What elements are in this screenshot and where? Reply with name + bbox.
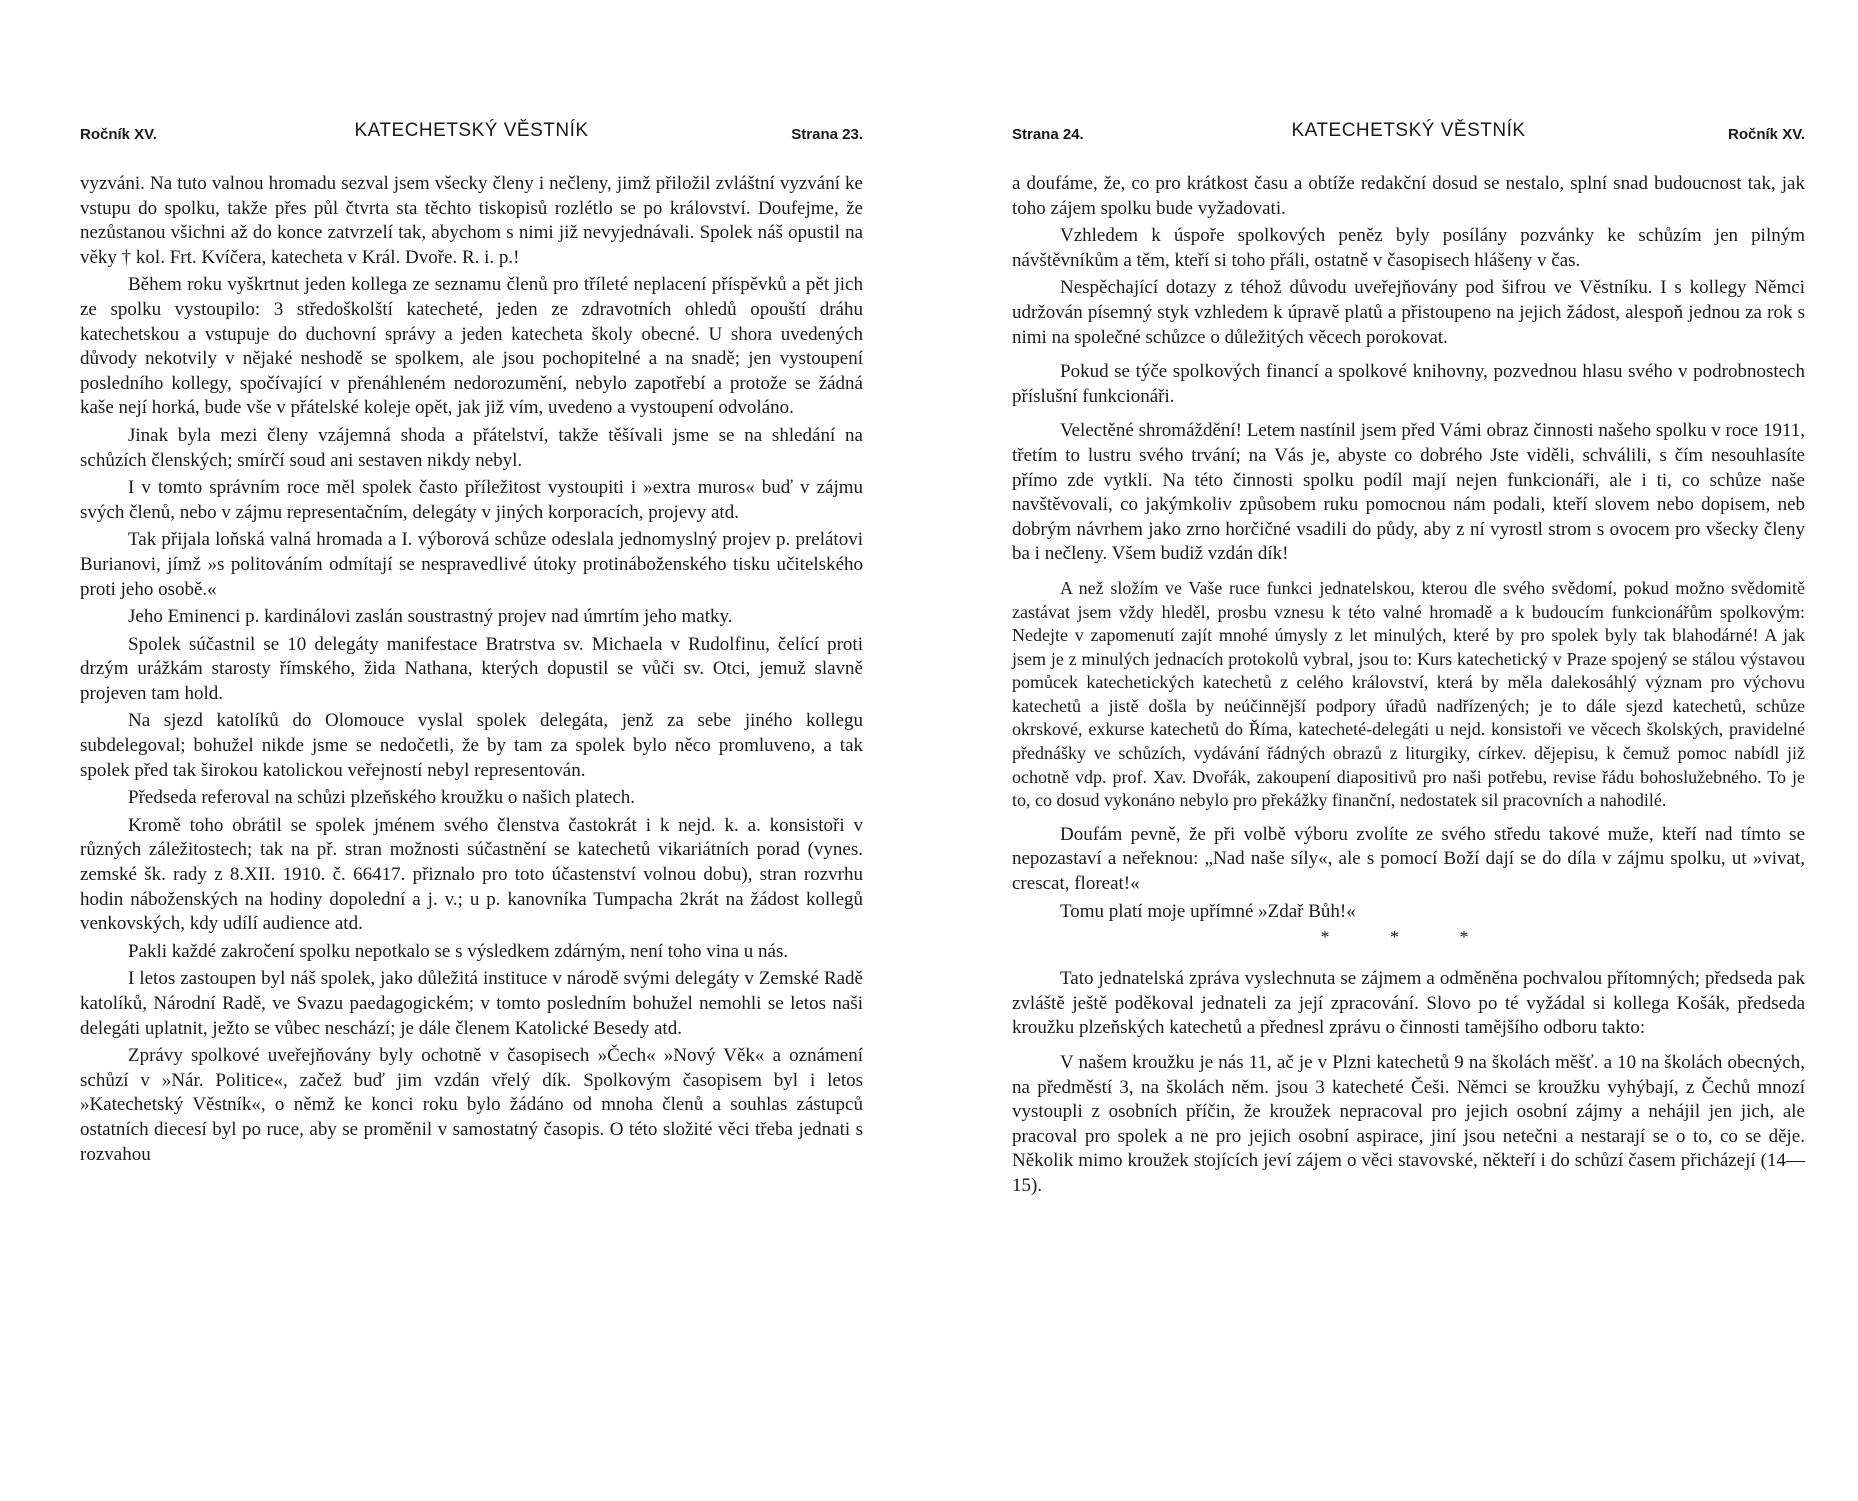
volume-label: Ročník XV. bbox=[80, 126, 157, 143]
paragraph: Kromě toho obrátil se spolek jménem svého členstva častokrát i k nejd. k. a. konsistoři v různých záležitostech; tak na př. stran možnosti súčastnění se katechetů vikariátních porad (vynes. zemské šk. rady z 8.XII. 1910. č. 66417. přiznalo pro toto účastenství volnou dobu), stran rozvrhu hodin náboženských na hodiny dopolední a j. v.; u p. kanovníka Tumpacha 2krát na žádost kollegů venkovských, kdy udílí audience atd. bbox=[80, 814, 863, 935]
paragraph: Předseda referoval na schůzi plzeňského kroužku o našich platech. bbox=[128, 787, 635, 809]
paragraph: Zprávy spolkové uveřejňovány byly ochotně v časopisech »Čech« »Nový Věk« a oznámení schůzí v »Nár. Politice«, začež buď jim vzdán vřelý dík. Spolkovým časopisem byl i letos »Katechetský Věstník«, o němž ke konci roku bylo žádáno od mnoha členů a souhlas zástupců ostatních diecesí byl po ruce, aby se proměnil v samostatný časopis. O této složité věci třeba jednati s rozvahou bbox=[80, 1045, 863, 1165]
paragraph: Pokud se týče spolkových financí a spolkové knihovny, pozvednou hlasu svého v podrobnostech příslušní funkcionáři. bbox=[1012, 361, 1805, 407]
right-page bbox=[1012, 120, 1805, 1202]
left-page-body bbox=[80, 172, 863, 1167]
paragraph: a doufáme, že, co pro krátkost času a obtíže redakční dosud se nestalo, splní snad budoucnost tak, jak toho zájem spolku bude vyžadovati. bbox=[1012, 173, 1805, 219]
volume-label: Ročník XV. bbox=[1728, 126, 1805, 143]
left-page-header bbox=[80, 120, 863, 150]
paragraph: vyzváni. Na tuto valnou hromadu sezval jsem všecky členy i nečleny, jimž přiložil zvláštní vyzvání ke vstupu do spolku, takže přes půl čtvrta sta těchto tiskopisů rozlétlo se po království. Doufejme, že nezůstanou všichni až do konce zatvrzelí tak, abychom s nimi již nevyjednávali. Spolek náš opustil na věky † kol. Frt. Kvíčera, katecheta v Král. Dvoře. R. i. p.! bbox=[80, 173, 863, 268]
paragraph: Během roku vyškrtnut jeden kollega ze seznamu členů pro tříleté neplacení příspěvků a pět jich ze spolku vystoupilo: 3 středoškolští katecheté, jeden ze zdravotních ohledů opouští dráhu katechetskou a vstupuje do duchovní správy a jeden katecheta školy obecné. U shora uvedených důvody nekotvily v nějaké neshodě se spolkem, ale jsou pochopitelné a na snadě; jen vystoupení posledního kollegy, spočívající v přenáhleném nedorozumění, nebylo zapotřebí a protože se žádná kaše nejí horká, bude vše v přátelské koleje opět, jak již vím, uvedeno a vystoupení odvoláno. bbox=[80, 274, 863, 419]
paragraph: Velectěné shromáždění! Letem nastínil jsem před Vámi obraz činnosti našeho spolku v roce 1911, třetím to lustru svého trvání; na Vás je, abyste co dobrého Jste viděli, schválili, s čím nesouhlasíte přímo zde vytkli. Na této činnosti spolku podíl mají nejen funkcionáři, ale i ti, co schůze naše navštěvovali, co jakýmkoliv způsobem ruku pomocnou nám podali, kteří slovem nebo dopisem, neb dobrým návrhem jako zrno horčičné vsadili do půdy, aby z ní vyrostl strom s ovocem pro všecky členy ba i nečleny. Všem budiž vzdán dík! bbox=[1012, 420, 1806, 565]
page-number: Strana 23. bbox=[791, 126, 863, 143]
journal-title: KATECHETSKÝ VĚSTNÍK bbox=[354, 120, 589, 141]
paragraph: Na sjezd katolíků do Olomouce vyslal spolek delegáta, jenž za sebe jiného kollegu subdelegoval; bohužel nikde jsme se nedočetli, že by tam za spolek bylo něco promluveno, a tak spolek před tak širokou katolickou veřejností nebyl representován. bbox=[80, 710, 863, 781]
left-page bbox=[80, 120, 863, 1170]
paragraph: Doufám pevně, že při volbě výboru zvolíte ze svého středu takové muže, kteří nad tímto se nepozastaví a neřeknou: „Nad naše síly«, ale s pomocí Boží dají se do díla v zájmu spolku, ut »vivat, crescat, floreat!« bbox=[1012, 823, 1805, 895]
right-page-body bbox=[1012, 172, 1805, 1199]
paragraph: I v tomto správním roce měl spolek často příležitost vystoupiti i »extra muros« buď v zájmu svých členů, nebo v zájmu representačním, delegáty v jiných korporacích, projevy atd. bbox=[80, 477, 863, 523]
journal-title: KATECHETSKÝ VĚSTNÍK bbox=[1291, 120, 1526, 141]
paragraph: Tak přijala loňská valná hromada a I. výborová schůze odeslala jednomyslný projev p. prelátovi Burianovi, jímž »s politováním odmítají se nespravedlivé útoky protináboženského tisku učitelského proti jeho osobě.« bbox=[80, 529, 863, 600]
right-page-header bbox=[1012, 120, 1805, 150]
page-number: Strana 24. bbox=[1012, 126, 1084, 143]
report-section bbox=[1012, 1051, 1805, 1199]
paragraph: Vzhledem k úspoře spolkových peněz byly posílány pozvánky ke schůzím jen pilným návštěvníkům a těm, kteří si toho přáli, ostatně v časopisech hlášeny v čas. bbox=[1012, 225, 1805, 271]
section-separator: * * * bbox=[1320, 927, 1497, 948]
paragraph: Tato jednatelská zpráva vyslechnuta se zájmem a odměněna pochvalou přítomných; předseda pak zvláště ještě poděkoval jednateli za její zpracování. Slovo po té vyžádal si kollega Košák, předseda kroužku plzeňských katechetů a přednesl zprávu o činnosti tamějšího odboru takto: bbox=[1012, 968, 1805, 1039]
paragraph: Nespěchající dotazy z téhož důvodu uveřejňovány pod šifrou ve Věstníku. I s kollegy Němci udržován písemný styk vzhledem k úpravě platů a přistoupeno na jejich žádost, alespoň jednou za rok s nimi na společné schůzce o důležitých věcech porokovat. bbox=[1012, 277, 1805, 348]
paragraph: Spolek súčastnil se 10 delegáty manifestace Bratrstva sv. Michaela v Rudolfinu, čelící proti drzým urážkám starosty římského, žida Nathana, kterých dopustil se vůči sv. Otci, jemuž slavně projeven tam hold. bbox=[80, 633, 863, 704]
paragraph: Pakli každé zakročení spolku nepotkalo se s výsledkem zdárným, není toho vina u nás. bbox=[128, 940, 789, 962]
paragraph: Jinak byla mezi členy vzájemná shoda a přátelství, takže těšívali jsme se na shledání na schůzích členských; smírčí soud ani sestaven nikdy nebyl. bbox=[80, 424, 863, 471]
paragraph: V našem kroužku je nás 11, ač je v Plzni katechetů 9 na školách měšť. a 10 na školách obecných, na předměstí 3, na školách něm. jsou 3 katecheté Češi. Němci se kroužku vyhýbají, z Čechů mnozí vystoupli z osobních příčin, že kroužek nepracoval pro jejich osobní zájmy a nehájil jen jich, ale pracoval pro spolek a ne pro jejich osobní aspirace, jiní jsou netečni a nestarají se o to, co se děje. Několik mimo kroužek stojících jeví zájem o věci stavovské, někteří i do schůzí časem přicházejí (14—15). bbox=[1012, 1052, 1805, 1196]
closing-line: Tomu platí moje upřímné »Zdař Bůh!« bbox=[1060, 900, 1356, 922]
paragraph: I letos zastoupen byl náš spolek, jako důležitá instituce v národě svými delegáty v Zemské Radě katolíků, Národní Radě, ve Svazu paedagogickém; v tomto posledním bohužel nemohli se letos naši delegáti uplatnit, ježto se vůbec neschází; je dále členem Katolické Besedy atd. bbox=[80, 968, 863, 1039]
paragraph: Jeho Eminenci p. kardinálovi zaslán soustrastný projev nad úmrtím jeho matky. bbox=[128, 606, 733, 628]
paragraph: A než složím ve Vaše ruce funkci jednatelskou, kterou dle svého svědomí, pokud možno svědomitě zastávat jsem vždy hleděl, prosbu vznesu k této valné hromadě a k budoucím funkcionářům spolkovým: Nedejte v zapomenutí zajít mnohé úmysly z let minulých, které by pro spolek byly tak blahodárné! A jak jsem je z minulých jednacích protokolů vybral, jsou to: Kurs katechetický v Praze spojený se stálou výstavou pomůcek katechetických katechetů z celého království, která by měla dalekosáhlý význam pro výchovu katechetů a jistě došla by neúčinnější podpory úřadů nadřízených; je to dále sjezd katechetů, schůze okrskové, exkurse katechetů do Říma, katecheté-delegáti u nejd. konsistoři ve věcech školských, pravidelné přednášky ve schůzích, vydávání řádných obrazů z liturgiky, církev. dějepisu, k čemuž pomoc nabídl již ochotně vdp. prof. Xav. Dvořák, zakoupení diapositivů pro naši potřebu, revise řádu bohoslužebného. To je to, co dosud vykonáno nebylo pro překážky finanční, nedostatek sil pracovních a nahodilé. bbox=[1012, 577, 1805, 811]
